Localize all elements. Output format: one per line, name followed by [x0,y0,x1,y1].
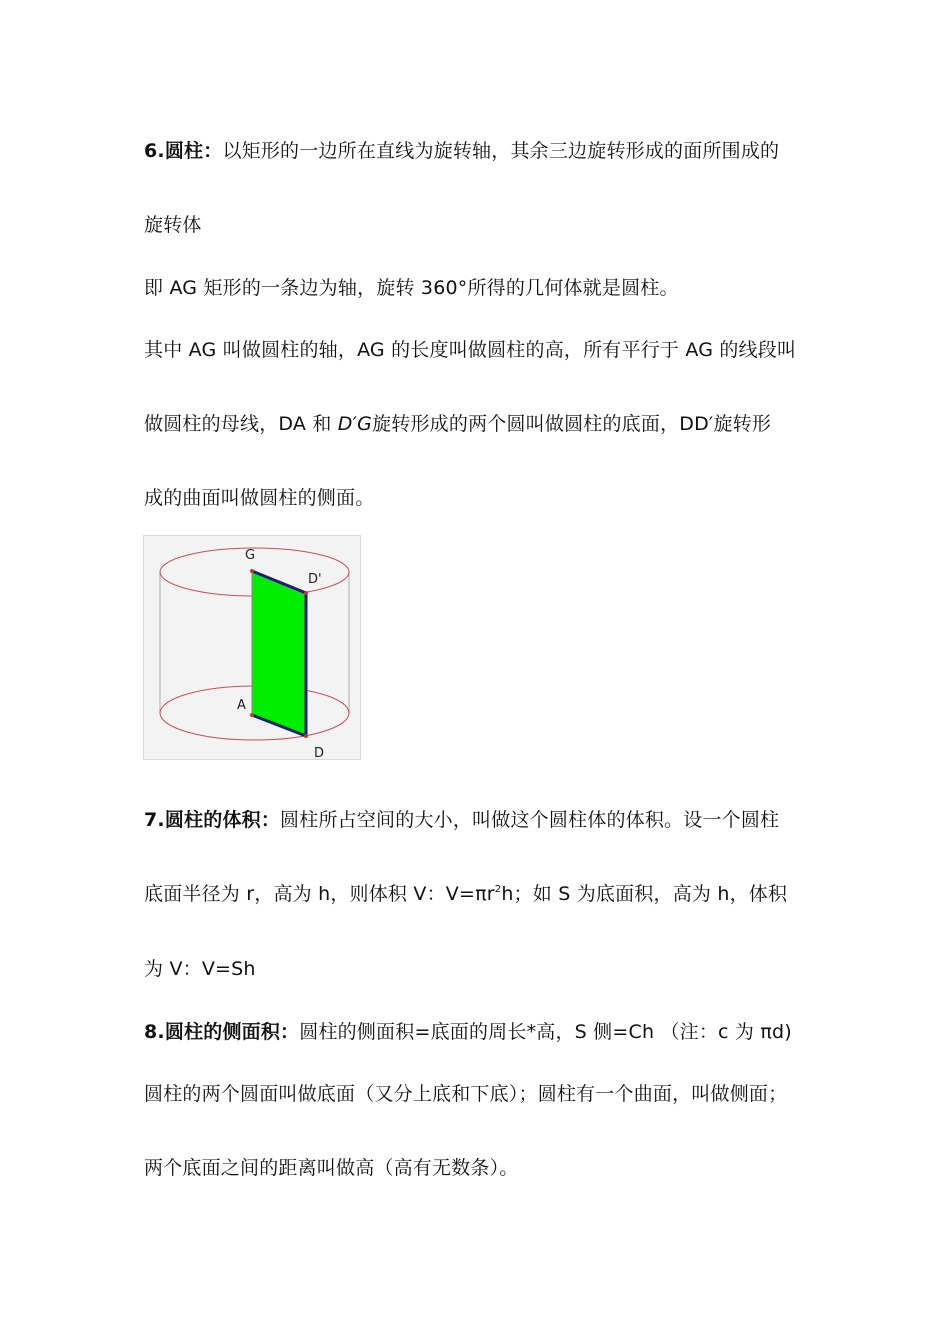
point-d-prime [304,591,308,595]
section6-definition-line2: 旋转体 [144,214,202,236]
section6-lateral-sentence: 成的曲面叫做圆柱的侧面。 [144,487,375,509]
section6-axis-sentence: 即 AG 矩形的一条边为轴，旋转 360°所得的几何体就是圆柱。 [144,277,679,299]
cylinder-diagram [144,536,360,759]
section6-definition-line1: 以矩形的一边所在直线为旋转轴，其余三边旋转形成的面所围成的 [222,140,780,162]
section8-paragraph-line1 [144,1020,792,1044]
section6-base-text-b: 旋转形成的两个圆叫做圆柱的底面，DD′旋转形 [372,413,772,435]
section8-title: 8.圆柱的侧面积： [144,1021,300,1043]
section6-paragraph-line1 [144,139,779,163]
axial-rectangle [252,571,306,736]
section7-formula-a: 底面半径为 r，高为 h，则体积 V：V=πr [144,883,495,905]
section7-formula-b: h；如 S 为底面积，高为 h，体积 [501,883,788,905]
section6-base-italic: D′G [337,413,373,435]
section7-text-line1: 圆柱所占空间的大小，叫做这个圆柱体的体积。设一个圆柱 [280,809,780,831]
section6-base-sentence [144,412,771,436]
point-g [250,569,254,573]
section8-text-line1: 圆柱的侧面积=底面的周长*高，S 侧=Ch （注：c 为 πd) [299,1021,792,1043]
section7-formula-line2: 为 V：V=Sh [144,958,256,980]
label-a: A [237,698,246,713]
point-a [250,713,254,717]
point-d [304,734,308,738]
section6-base-text-a: 做圆柱的母线，DA 和 [144,413,338,435]
section7-title: 7.圆柱的体积： [144,809,281,831]
label-d: D [314,746,325,759]
section6-height-sentence: 其中 AG 叫做圆柱的轴，AG 的长度叫做圆柱的高，所有平行于 AG 的线段叫 [144,339,797,361]
section7-formula-line [144,882,787,906]
section7-paragraph-line1 [144,808,779,832]
label-g: G [245,548,256,563]
cylinder-figure [143,535,361,760]
section6-title: 6.圆柱： [144,140,223,162]
section8-text-line2: 圆柱的两个圆面叫做底面（又分上底和下底）；圆柱有一个曲面，叫做侧面； [144,1083,788,1105]
section8-text-line3: 两个底面之间的距离叫做高（高有无数条）。 [144,1157,519,1179]
section7-formula-exponent: 2 [494,884,502,895]
label-d-prime: D' [308,572,322,587]
